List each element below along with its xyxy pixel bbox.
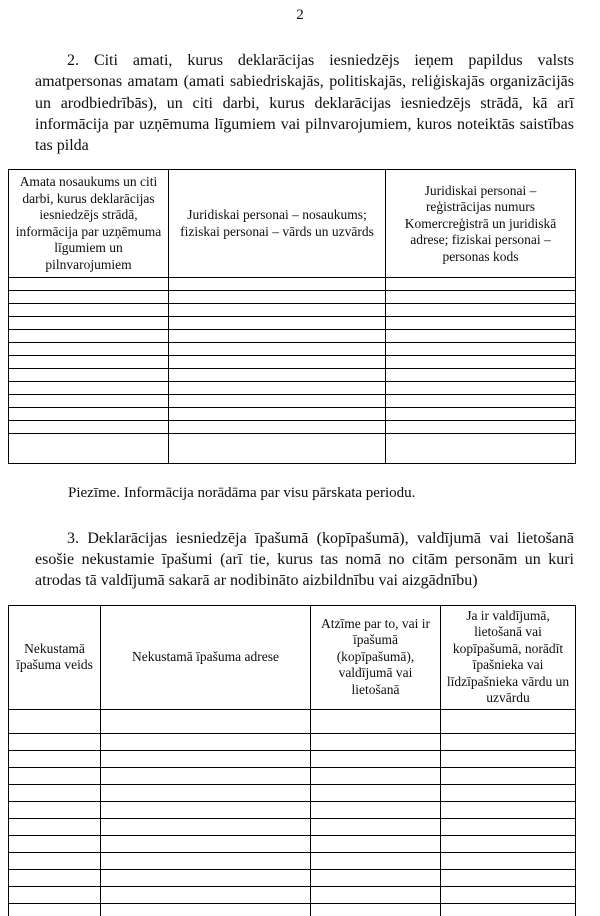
header-cell-registration: Juridiskai personai – reģistrācijas numurs Komercreģistrā un juridiskā adrese; fiziskai personai – personas kods bbox=[386, 170, 576, 278]
empty-cell bbox=[311, 733, 441, 750]
table-row bbox=[9, 408, 576, 421]
empty-cell bbox=[441, 903, 576, 916]
header-cell-owner-name: Ja ir valdījumā, lietošanā vai kopīpašumā, norādīt īpašnieka vai līdzīpašnieka vārdu un uzvārdu bbox=[441, 605, 576, 709]
empty-cell bbox=[311, 903, 441, 916]
empty-cell bbox=[386, 421, 576, 434]
empty-cell bbox=[386, 317, 576, 330]
empty-cell bbox=[441, 886, 576, 903]
empty-cell bbox=[386, 330, 576, 343]
note-text: Piezīme. Informācija norādāma par visu pārskata periodu. bbox=[68, 485, 416, 502]
empty-cell bbox=[101, 709, 311, 733]
empty-cell bbox=[441, 733, 576, 750]
header-cell-person-name: Juridiskai personai – nosaukums; fiziskai personai – vārds un uzvārds bbox=[169, 170, 386, 278]
empty-cell bbox=[386, 434, 576, 464]
empty-cell bbox=[169, 395, 386, 408]
empty-cell bbox=[9, 733, 101, 750]
empty-cell bbox=[386, 395, 576, 408]
empty-cell bbox=[386, 343, 576, 356]
empty-cell bbox=[9, 818, 101, 835]
empty-cell bbox=[441, 801, 576, 818]
empty-cell bbox=[9, 304, 169, 317]
table-row bbox=[9, 750, 576, 767]
empty-cell bbox=[101, 767, 311, 784]
header-cell-position-name: Amata nosaukums un citi darbi, kurus deklarācijas iesniedzējs strādā, informācija par uzņēmuma līgumiem un pilnvarojumiem bbox=[9, 170, 169, 278]
empty-cell bbox=[386, 408, 576, 421]
empty-cell bbox=[9, 869, 101, 886]
table-row bbox=[9, 767, 576, 784]
empty-cell bbox=[169, 291, 386, 304]
table-row bbox=[9, 382, 576, 395]
table-row bbox=[9, 278, 576, 291]
table-row bbox=[9, 903, 576, 916]
empty-cell bbox=[311, 709, 441, 733]
table-row bbox=[9, 869, 576, 886]
table-row bbox=[9, 818, 576, 835]
empty-cell bbox=[101, 886, 311, 903]
table-row bbox=[9, 369, 576, 382]
table-row bbox=[9, 304, 576, 317]
empty-cell bbox=[101, 835, 311, 852]
positions-table-header-row bbox=[9, 170, 576, 278]
empty-cell bbox=[9, 886, 101, 903]
empty-cell bbox=[9, 356, 169, 369]
empty-cell bbox=[169, 382, 386, 395]
empty-cell bbox=[169, 421, 386, 434]
empty-cell bbox=[101, 903, 311, 916]
empty-cell bbox=[311, 801, 441, 818]
table-row bbox=[9, 395, 576, 408]
empty-cell bbox=[9, 801, 101, 818]
empty-cell bbox=[441, 767, 576, 784]
empty-cell bbox=[9, 852, 101, 869]
empty-cell bbox=[169, 278, 386, 291]
properties-table bbox=[8, 605, 576, 916]
properties-table-header-row bbox=[9, 605, 576, 709]
empty-cell bbox=[169, 369, 386, 382]
empty-cell bbox=[386, 356, 576, 369]
empty-cell bbox=[9, 903, 101, 916]
empty-cell bbox=[9, 278, 169, 291]
empty-cell bbox=[386, 278, 576, 291]
empty-cell bbox=[101, 818, 311, 835]
empty-cell bbox=[441, 835, 576, 852]
empty-cell bbox=[441, 709, 576, 733]
section3-paragraph: 3. Deklarācijas iesniedzēja īpašumā (kopīpašumā), valdījumā vai lietošanā esošie nekustamie īpašumi (arī tie, kurus tas nomā no citām personām un kuri atrodas tā valdījumā sakarā ar nodibināto aizbildnību vai aizgādnību) bbox=[35, 529, 574, 590]
empty-cell bbox=[311, 886, 441, 903]
empty-cell bbox=[169, 434, 386, 464]
empty-cell bbox=[101, 801, 311, 818]
empty-cell bbox=[311, 869, 441, 886]
empty-cell bbox=[441, 750, 576, 767]
empty-cell bbox=[9, 750, 101, 767]
table-row bbox=[9, 733, 576, 750]
table-row bbox=[9, 784, 576, 801]
empty-cell bbox=[9, 434, 169, 464]
table-row bbox=[9, 291, 576, 304]
table-row bbox=[9, 709, 576, 733]
empty-cell bbox=[311, 818, 441, 835]
empty-cell bbox=[386, 304, 576, 317]
empty-cell bbox=[441, 784, 576, 801]
empty-cell bbox=[9, 330, 169, 343]
empty-cell bbox=[101, 784, 311, 801]
page-number: 2 bbox=[296, 7, 304, 23]
empty-cell bbox=[9, 408, 169, 421]
empty-cell bbox=[311, 750, 441, 767]
empty-cell bbox=[9, 343, 169, 356]
empty-cell bbox=[386, 382, 576, 395]
empty-cell bbox=[9, 709, 101, 733]
empty-cell bbox=[101, 750, 311, 767]
table-row bbox=[9, 317, 576, 330]
positions-table bbox=[8, 169, 576, 464]
empty-cell bbox=[9, 784, 101, 801]
empty-cell bbox=[9, 395, 169, 408]
table-row bbox=[9, 835, 576, 852]
empty-cell bbox=[9, 369, 169, 382]
empty-cell bbox=[101, 852, 311, 869]
empty-cell bbox=[386, 291, 576, 304]
empty-cell bbox=[9, 421, 169, 434]
table-row bbox=[9, 434, 576, 464]
table-row bbox=[9, 421, 576, 434]
table-row bbox=[9, 343, 576, 356]
table-row bbox=[9, 852, 576, 869]
header-cell-property-address: Nekustamā īpašuma adrese bbox=[101, 605, 311, 709]
positions-table-body bbox=[9, 278, 576, 464]
empty-cell bbox=[169, 304, 386, 317]
table-row bbox=[9, 330, 576, 343]
empty-cell bbox=[311, 852, 441, 869]
empty-cell bbox=[101, 869, 311, 886]
empty-cell bbox=[441, 818, 576, 835]
empty-cell bbox=[101, 733, 311, 750]
header-cell-property-type: Nekustamā īpašuma veids bbox=[9, 605, 101, 709]
table-row bbox=[9, 886, 576, 903]
empty-cell bbox=[441, 869, 576, 886]
empty-cell bbox=[311, 767, 441, 784]
empty-cell bbox=[311, 835, 441, 852]
empty-cell bbox=[9, 317, 169, 330]
empty-cell bbox=[169, 356, 386, 369]
empty-cell bbox=[169, 330, 386, 343]
properties-table-body bbox=[9, 709, 576, 916]
table-row bbox=[9, 356, 576, 369]
table-row bbox=[9, 801, 576, 818]
empty-cell bbox=[441, 852, 576, 869]
empty-cell bbox=[9, 767, 101, 784]
empty-cell bbox=[311, 784, 441, 801]
section2-paragraph: 2. Citi amati, kurus deklarācijas iesniedzējs ieņem papildus valsts amatpersonas amatam (amati sabiedriskajās, politiskajās, reliģiskajās organizācijās un arodbiedrībās), un citi darbi, kurus deklarācijas iesniedzējs strādā, kā arī informācija par uzņēmuma līgumiem vai pilnvarojumiem, kuros noteiktās saistības tas pilda bbox=[35, 52, 574, 155]
empty-cell bbox=[169, 343, 386, 356]
empty-cell bbox=[386, 369, 576, 382]
empty-cell bbox=[9, 382, 169, 395]
empty-cell bbox=[169, 408, 386, 421]
empty-cell bbox=[169, 317, 386, 330]
empty-cell bbox=[9, 291, 169, 304]
empty-cell bbox=[9, 835, 101, 852]
header-cell-ownership-mark: Atzīme par to, vai ir īpašumā (kopīpašumā), valdījumā vai lietošanā bbox=[311, 605, 441, 709]
